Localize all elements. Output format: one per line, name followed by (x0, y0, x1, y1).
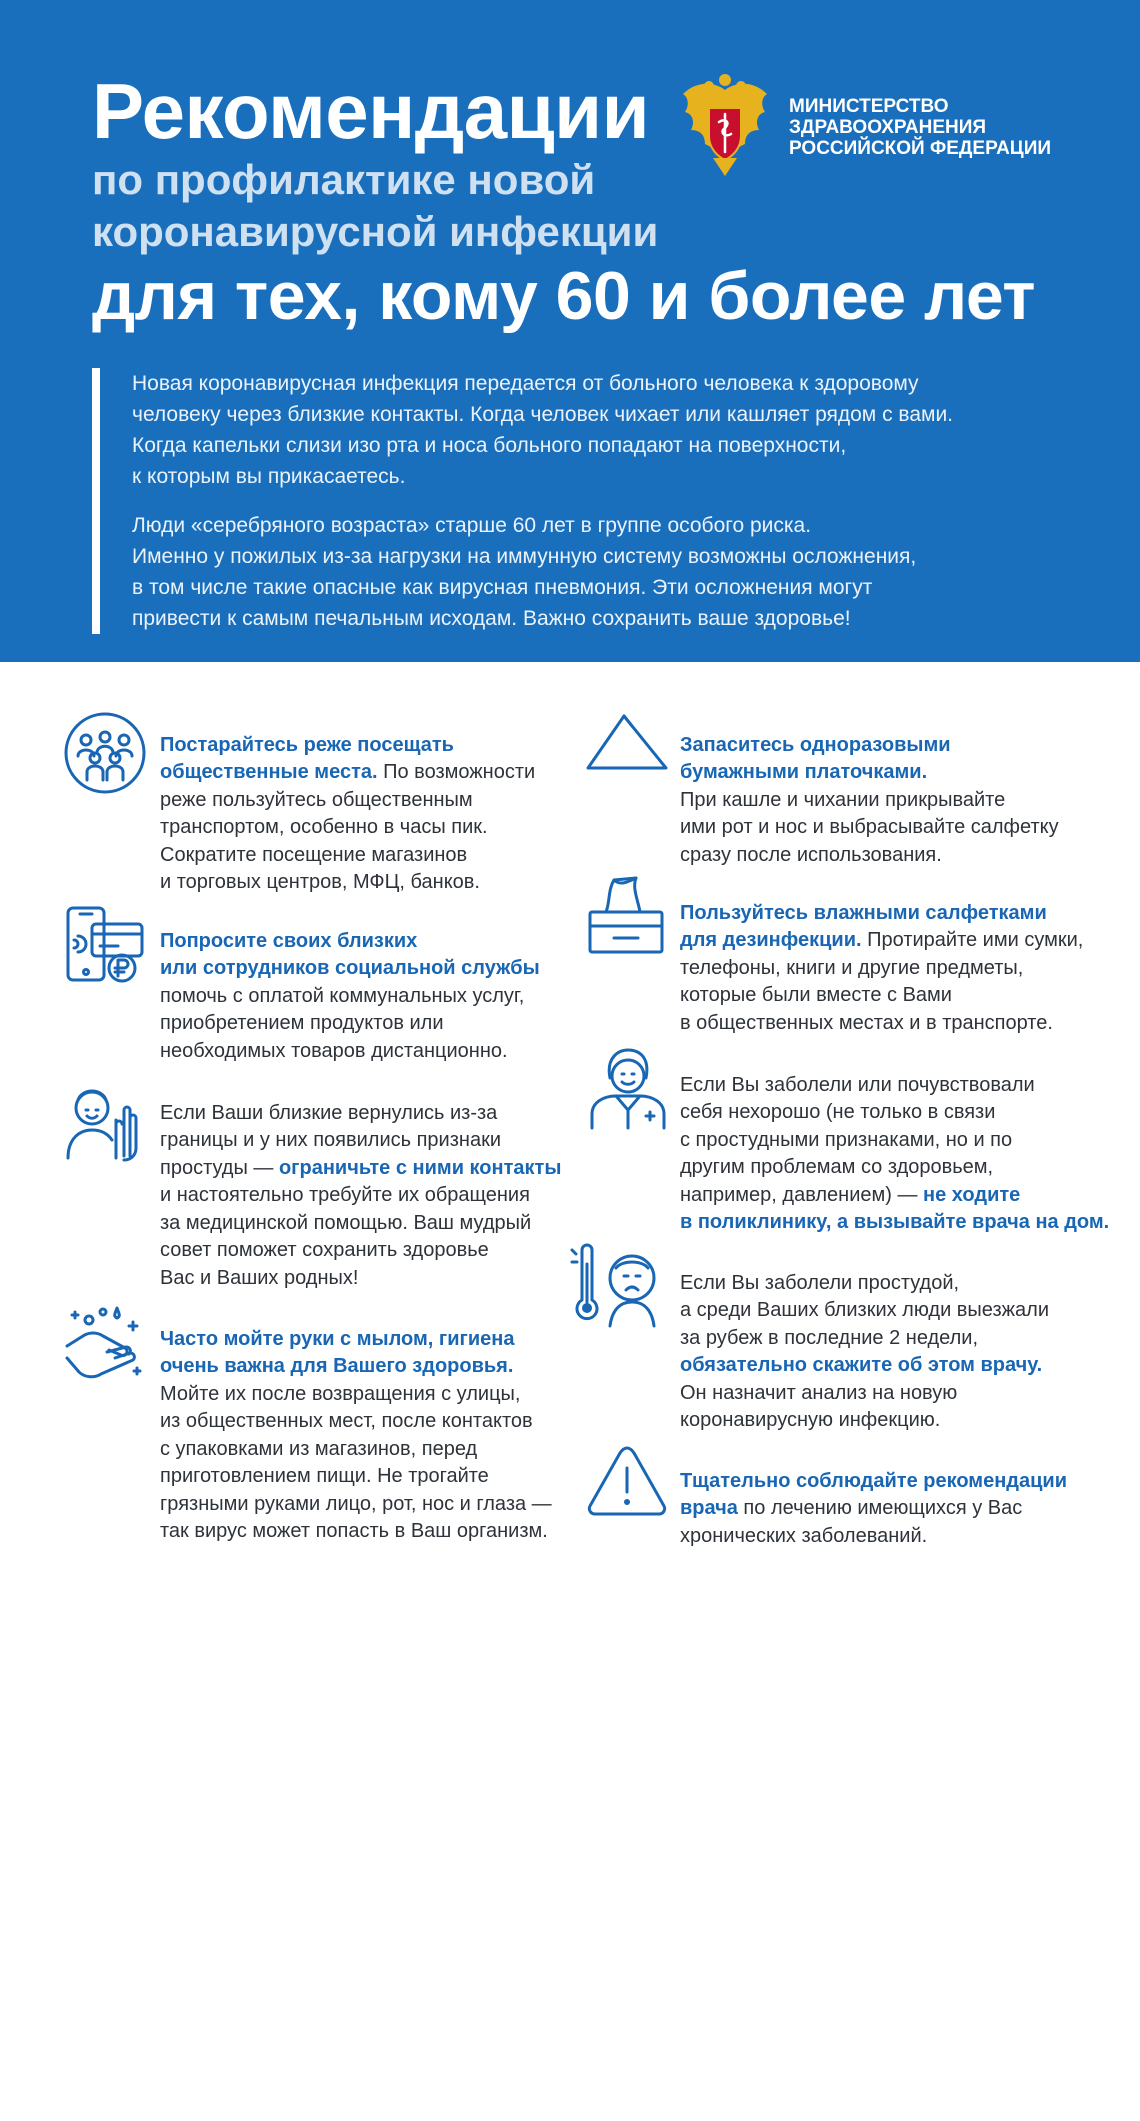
ministry-name-line-2: ЗДРАВООХРАНЕНИЯ (789, 116, 987, 138)
header-banner (0, 0, 1140, 662)
intro-block (92, 368, 1062, 634)
recommendation-wet-wipes (680, 872, 1110, 1037)
recommendation-text (160, 1072, 590, 1292)
recommendation-text (160, 704, 590, 897)
recommendation-text (160, 900, 590, 1065)
recommendation-body: и настоятельно требуйте их обращения за медицинской помощью. Ваш мудрый совет поможет сохранить здоровье Вас и Ваших родных! (160, 1184, 532, 1289)
recommendation-follow-doctor (680, 1440, 1110, 1550)
recommendation-body: Если Вы заболели простудой, а среди Ваших близких люди выезжали за рубеж в последние 2 недели, (680, 1271, 1049, 1349)
coat-of-arms-icon (675, 72, 775, 182)
recommendation-body: Мойте их после возвращения с улицы, из общественных мест, после контактов с упаковками из магазинов, перед приготовлением пищи. Не трогайте грязными руками лицо, рот, нос и глаза — так вирус может попасть в Ваш организм. (160, 1382, 552, 1542)
thermometer-sick-icon (568, 1242, 668, 1328)
recommendation-emphasis: Пользуйтесь влажными салфетками для дезинфекции. (680, 901, 1047, 951)
recommendation-body: Если Ваши близкие вернулись из-за границы и у них появились признаки простуды — (160, 1101, 501, 1179)
recommendation-body: Он назначит анализ на новую коронавирусную инфекцию. (680, 1381, 958, 1431)
recommendation-body: помочь с оплатой коммунальных услуг, приобретением продуктов или необходимых товаров дистанционно. (160, 984, 525, 1062)
recommendation-body: Протирайте ими сумки, телефоны, книги и другие предметы, которые были вместе с Вами в общественных местах и в транспорте. (680, 929, 1084, 1034)
recommendation-text (680, 704, 1110, 869)
page-subtitle (92, 154, 658, 258)
recommendation-emphasis: не ходите в поликлинику, а вызывайте врача на дом. (680, 1183, 1110, 1233)
ministry-logo (675, 72, 1051, 182)
target-audience-title: для тех, кому 60 и более лет (92, 258, 1036, 334)
recommendation-text (160, 1298, 590, 1546)
ministry-name-line-3: РОССИЙСКОЙ ФЕДЕРАЦИИ (789, 137, 1052, 159)
recommendation-limit-contacts (160, 1072, 590, 1292)
recommendation-text (680, 1242, 1110, 1435)
subtitle-line-2: коронавирусной инфекции (92, 208, 659, 255)
warning-icon (584, 1440, 670, 1526)
recommendation-body: по лечению имеющихся у Вас хронических заболеваний. (680, 1497, 1023, 1547)
recommendation-text (680, 1440, 1110, 1550)
phone-payment-icon (62, 902, 148, 988)
recommendation-emphasis: Часто мойте руки с мылом, гигиена очень важна для Вашего здоровья. (160, 1327, 515, 1377)
recommendation-text (680, 1044, 1110, 1237)
recommendation-body: Если Вы заболели или почувствовали себя нехорошо (не только в связи с простудными признаками, но и по другим проблемам со здоровьем, например, давлением) — (680, 1073, 1035, 1206)
doctor-icon (584, 1044, 670, 1130)
intro-paragraph-2: Люди «серебряного возраста» старше 60 лет в группе особого риска. Именно у пожилых из-за нагрузки на иммунную систему возможны осложнения, в том числе такие опасные как вирусная пневмония. Эти осложнения могут привести к самым печальным исходам. Важно сохранить ваше здоровье! (132, 514, 917, 630)
recommendation-ask-relatives (160, 900, 590, 1065)
page-title: Рекомендации (92, 67, 650, 155)
recommendation-body: По возможности реже пользуйтесь общественным транспортом, особенно в часы пик. Сократите посещение магазинов и торговых центров, МФЦ, банков. (160, 761, 536, 893)
recommendation-emphasis: обязательно скажите об этом врачу. (680, 1354, 1043, 1376)
recommendation-call-doctor (680, 1044, 1110, 1237)
ministry-name-line-1: МИНИСТЕРСТВО (789, 95, 949, 117)
ministry-name (789, 96, 1051, 159)
hand-washing-icon (56, 1298, 148, 1384)
intro-paragraph-1: Новая коронавирусная инфекция передается от больного человека к здоровому человеку через близкие контакты. Когда человек чихает или кашляет рядом с вами. Когда капельки слизи изо рта и носа больного попадают на поверхности, к которым вы прикасаетесь. (132, 372, 954, 488)
stop-hand-person-icon (62, 1078, 148, 1164)
recommendation-emphasis: Постарайтесь реже посещать общественные места. (160, 733, 454, 783)
recommendation-avoid-public-places (160, 704, 590, 897)
recommendation-emphasis: Попросите своих близких или сотрудников социальной службы (160, 929, 540, 979)
recommendation-inform-doctor (680, 1242, 1110, 1435)
recommendation-emphasis: ограничьте с ними контакты (278, 1156, 562, 1179)
recommendation-body: При кашле и чихании прикрывайте ими рот и нос и выбрасывайте салфетку сразу после использования. (680, 788, 1059, 866)
recommendation-tissues (680, 704, 1110, 869)
recommendation-text (680, 872, 1110, 1037)
subtitle-line-1: по профилактике новой (92, 156, 596, 203)
crowd-icon (62, 710, 148, 796)
recommendation-wash-hands (160, 1298, 590, 1546)
wet-wipes-box-icon (584, 872, 670, 958)
recommendation-emphasis: Тщательно соблюдайте рекомендации врача (680, 1469, 1068, 1519)
tissue-icon (584, 704, 670, 790)
recommendation-emphasis: Запаситесь одноразовыми бумажными платочками. (680, 733, 951, 783)
